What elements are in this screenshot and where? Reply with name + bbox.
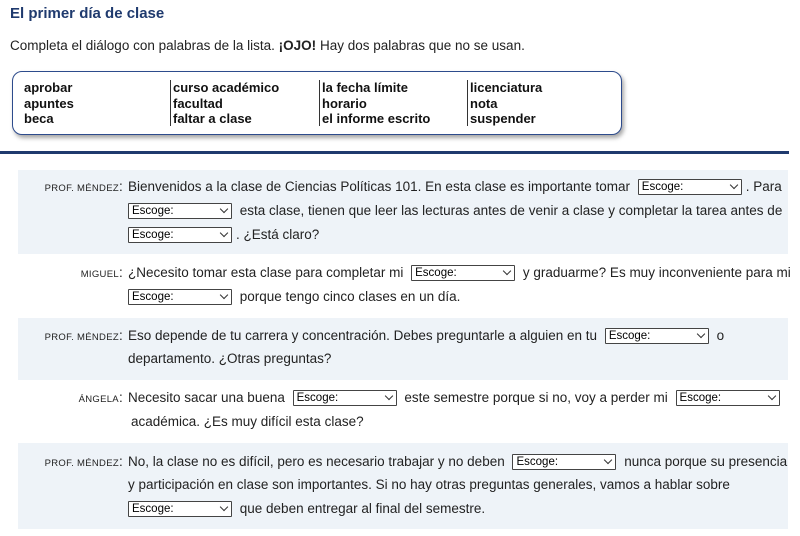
speaker-label: PROF. MÉNDEZ: [44, 179, 123, 194]
dialog-line: departamento. ¿Otras preguntas? [128, 351, 332, 366]
word-bank-item: suspender [470, 111, 536, 126]
dialog-turn-3 [18, 318, 788, 380]
chevron-down-icon [730, 181, 738, 189]
dialog-line: Escoge: esta clase, tienen que leer las lecturas antes de venir a clase y completar la tarea antes de [124, 199, 782, 223]
answer-select-7[interactable]: Escoge: [293, 390, 397, 406]
word-bank-item: apuntes [24, 95, 74, 111]
answer-select-10[interactable]: Escoge: [128, 501, 232, 517]
chevron-down-icon [220, 291, 228, 299]
word-bank-item: curso académico [173, 80, 280, 95]
ojo-label: ¡OJO! [278, 38, 317, 53]
word-bank-column-2 [170, 80, 279, 126]
chevron-down-icon [384, 392, 392, 400]
answer-select-5[interactable]: Escoge: [128, 289, 232, 305]
answer-select-1[interactable]: Escoge: [638, 179, 742, 195]
speaker-label: PROF. MÉNDEZ: [44, 454, 123, 469]
dialog-line: Escoge: que deben entregar al final del semestre. [124, 497, 485, 521]
chevron-down-icon [220, 229, 228, 237]
word-bank-item: aprobar [24, 80, 73, 95]
dialog-turn-2 [18, 259, 791, 315]
word-bank-item: beca [24, 111, 54, 126]
answer-select-9[interactable]: Escoge: [512, 454, 616, 470]
word-bank-item: horario [322, 95, 367, 111]
speaker-label: PROF. MÉNDEZ: [44, 328, 123, 343]
word-bank [12, 71, 622, 135]
chevron-down-icon [697, 330, 705, 338]
dialog-line: y participación en clase son importantes. Si no hay otras preguntas generales, vamos a hablar sobre [128, 477, 730, 492]
word-bank-item: facultad [173, 95, 223, 111]
dialog-line: académica. ¿Es muy difícil esta clase? [131, 414, 364, 429]
word-bank-item: licenciatura [470, 80, 543, 95]
chevron-down-icon [220, 205, 228, 213]
instructions-text: Completa el diálogo con palabras de la lista. [10, 38, 279, 53]
instructions [10, 38, 525, 53]
answer-select-8[interactable]: Escoge: [676, 390, 780, 406]
page-title: El primer día de clase [10, 5, 165, 22]
word-bank-item: faltar a clase [173, 111, 252, 126]
dialog-line: Escoge: . ¿Está claro? [124, 223, 319, 247]
answer-select-6[interactable]: Escoge: [605, 328, 709, 344]
dialog-line: Necesito sacar una buena Escoge: este semestre porque si no, voy a perder mi Escoge: [128, 386, 784, 410]
chevron-down-icon [767, 392, 775, 400]
section-divider [0, 151, 789, 154]
dialog-turn-4 [18, 382, 788, 440]
word-bank-item: la fecha límite [322, 80, 408, 95]
answer-select-4[interactable]: Escoge: [411, 265, 515, 281]
word-bank-column-1 [24, 80, 74, 127]
dialog-line: No, la clase no es difícil, pero es necesario trabajar y no deben Escoge: nunca porque su presencia [128, 454, 788, 469]
speaker-label: MIGUEL: [80, 265, 123, 280]
dialog-turn-5 [18, 443, 788, 529]
chevron-down-icon [220, 503, 228, 511]
speaker-label: ÁNGELA: [78, 390, 123, 405]
dialog-line: Eso depende de tu carrera y concentración. Debes preguntarle a alguien en tu Escoge: o [128, 328, 725, 343]
instructions-rest: Hay dos palabras que no se usan. [316, 38, 525, 53]
word-bank-item: nota [470, 95, 498, 111]
word-bank-item: el informe escrito [322, 111, 431, 126]
dialog-line: ¿Necesito tomar esta clase para completar mi Escoge: y graduarme? Es muy inconveniente para mi [128, 265, 791, 280]
dialog-line: Escoge: porque tengo cinco clases en un día. [124, 285, 460, 309]
chevron-down-icon [503, 267, 511, 275]
answer-select-2[interactable]: Escoge: [128, 203, 232, 219]
answer-select-3[interactable]: Escoge: [128, 227, 232, 243]
word-bank-column-4 [467, 80, 542, 126]
dialog-line: Bienvenidos a la clase de Ciencias Políticas 101. En esta clase es importante tomar Escoge: . Para [128, 179, 782, 194]
dialog-turn-1 [18, 170, 788, 254]
chevron-down-icon [604, 456, 612, 464]
word-bank-column-3 [319, 80, 430, 126]
